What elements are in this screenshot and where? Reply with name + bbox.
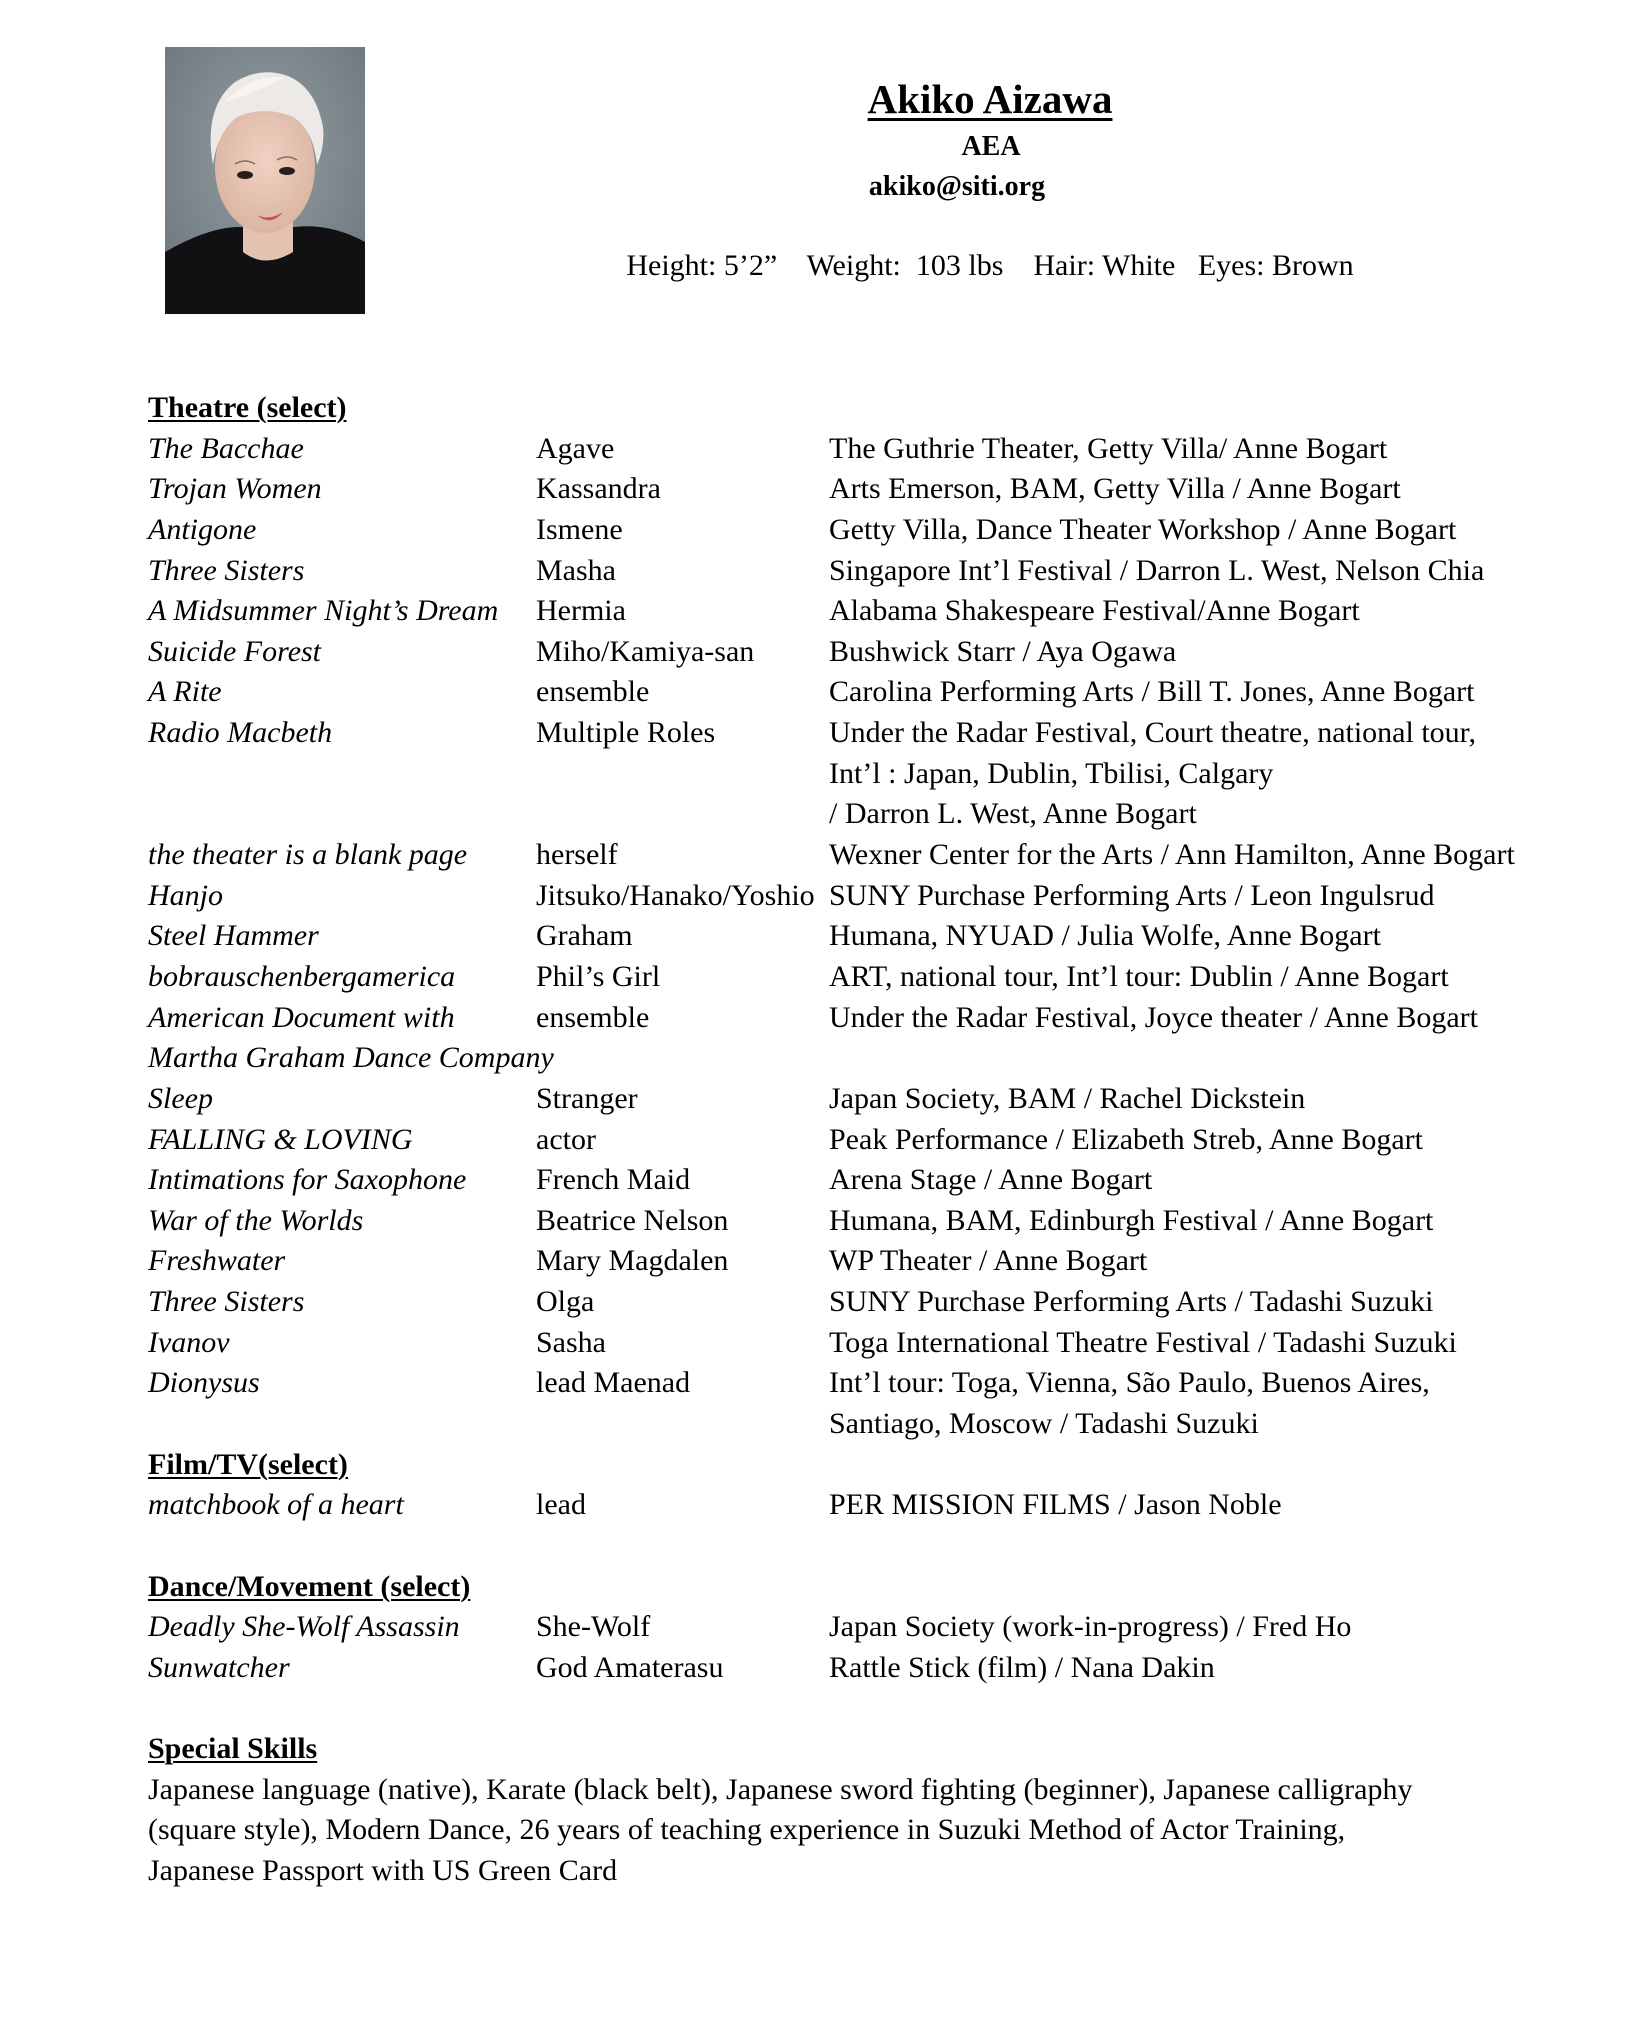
venue-line: Toga International Theatre Festival / Tadashi Suzuki (829, 1325, 1457, 1359)
title-line: Sleep (148, 1081, 213, 1115)
venue-line: WP Theater / Anne Bogart (829, 1244, 1148, 1278)
title-line: Three Sisters (148, 553, 305, 587)
credit-role: God Amaterasu (536, 1650, 724, 1684)
skills-text (148, 1770, 1608, 1892)
credit-title (148, 876, 1608, 917)
section-dance (148, 1567, 1608, 1689)
stat-value: Brown (1271, 249, 1354, 282)
section-heading: Theatre (select) (148, 391, 347, 424)
section-spacer (148, 1526, 1608, 1567)
credit-role: Agave (536, 431, 615, 465)
title-line: the theater is a blank page (148, 838, 468, 872)
credit-title (148, 1323, 1608, 1364)
venue-line: SUNY Purchase Performing Arts / Leon Ingulsrud (829, 878, 1435, 912)
section-film (148, 1445, 1608, 1526)
credit-role: Phil’s Girl (536, 959, 661, 993)
credit-title (148, 672, 1608, 713)
venue-line: Santiago, Moscow / Tadashi Suzuki (829, 1407, 1259, 1441)
credit-role: lead (536, 1488, 586, 1522)
credit-row (148, 1201, 1608, 1242)
credit-title (148, 1201, 1608, 1242)
credit-row (148, 1241, 1608, 1282)
credit-row (148, 1079, 1608, 1120)
credit-title (148, 1363, 1608, 1404)
venue-line: Carolina Performing Arts / Bill T. Jones, Anne Bogart (829, 675, 1475, 709)
credit-title (148, 1648, 1608, 1689)
venue-line: ART, national tour, Int’l tour: Dublin / Anne Bogart (829, 959, 1449, 993)
venue-line: Bushwick Starr / Aya Ogawa (829, 634, 1177, 668)
credit-role: Stranger (536, 1081, 638, 1115)
venue-line: PER MISSION FILMS / Jason Noble (829, 1488, 1282, 1522)
stat-height (626, 249, 806, 282)
title-line: Antigone (148, 512, 257, 546)
title-line: matchbook of a heart (148, 1488, 404, 1522)
title-line: Steel Hammer (148, 919, 319, 953)
credit-title (148, 632, 1608, 673)
stat-weight (807, 249, 1034, 282)
credit-title (148, 957, 1608, 998)
credit-row (148, 672, 1608, 713)
credit-role: Olga (536, 1285, 595, 1319)
title-line: War of the Worlds (148, 1203, 364, 1237)
title-line: Freshwater (148, 1244, 286, 1278)
stat-label: Height: (626, 249, 717, 282)
venue-line: Wexner Center for the Arts / Ann Hamilton, Anne Bogart (829, 838, 1515, 872)
credit-row (148, 957, 1608, 998)
credit-title (148, 510, 1608, 551)
credit-title (148, 551, 1608, 592)
credit-role: ensemble (536, 675, 650, 709)
credit-title (148, 713, 1608, 754)
title-line: Dionysus (148, 1366, 260, 1400)
stat-eyes (1198, 249, 1354, 282)
credit-row (148, 632, 1608, 673)
resume-body (148, 388, 1608, 1892)
credit-row (148, 713, 1608, 835)
credit-role: Multiple Roles (536, 716, 716, 750)
credit-row (148, 998, 1608, 1079)
credit-role: Ismene (536, 512, 623, 546)
venue-line: Japan Society, BAM / Rachel Dickstein (829, 1081, 1306, 1115)
credit-title (148, 916, 1608, 957)
credit-role: actor (536, 1122, 596, 1156)
credit-row (148, 835, 1608, 876)
venue-line: Int’l tour: Toga, Vienna, São Paulo, Buenos Aires, (829, 1366, 1430, 1400)
credit-row (148, 551, 1608, 592)
credit-title (148, 591, 1608, 632)
credit-role: ensemble (536, 1000, 650, 1034)
section-heading: Dance/Movement (select) (148, 1569, 471, 1603)
credit-row (148, 876, 1608, 917)
venue-line: SUNY Purchase Performing Arts / Tadashi Suzuki (829, 1285, 1434, 1319)
venue-line: Int’l : Japan, Dublin, Tbilisi, Calgary (829, 756, 1274, 790)
venue-line: Alabama Shakespeare Festival/Anne Bogart (829, 594, 1360, 628)
skills-line: Japanese Passport with US Green Card (148, 1854, 618, 1888)
title-line: A Midsummer Night’s Dream (148, 594, 499, 628)
title-line: The Bacchae (148, 431, 304, 465)
skills-line: (square style), Modern Dance, 26 years of teaching experience in Suzuki Method of Actor Training, (148, 1813, 1346, 1847)
stat-label: Hair: (1033, 249, 1096, 282)
section-spacer (148, 1689, 1608, 1730)
credit-title (148, 1485, 1608, 1526)
stat-value: White (1102, 249, 1176, 282)
credit-row (148, 1323, 1608, 1364)
credit-row (148, 1120, 1608, 1161)
credit-role: She-Wolf (536, 1610, 651, 1644)
venue-line: Under the Radar Festival, Court theatre, national tour, (829, 716, 1476, 750)
credit-role: Mary Magdalen (536, 1244, 729, 1278)
venue-line: The Guthrie Theater, Getty Villa/ Anne Bogart (829, 431, 1388, 465)
credit-row (148, 429, 1608, 470)
credit-title (148, 1607, 1608, 1648)
email-link[interactable]: akiko@siti.org (868, 171, 1046, 202)
credit-title (148, 429, 1608, 470)
title-line: Deadly She-Wolf Assassin (148, 1610, 460, 1644)
stat-label: Weight: (806, 249, 901, 282)
credit-role: lead Maenad (536, 1366, 691, 1400)
venue-line: Singapore Int’l Festival / Darron L. West, Nelson Chia (829, 553, 1485, 587)
credit-title (148, 1241, 1608, 1282)
venue-line: Japan Society (work-in-progress) / Fred Ho (829, 1610, 1352, 1644)
stat-label: Eyes: (1197, 249, 1265, 282)
union-affiliation: AEA (961, 131, 1021, 162)
venue-line: Arts Emerson, BAM, Getty Villa / Anne Bogart (829, 472, 1401, 506)
title-line: FALLING & LOVING (148, 1122, 413, 1156)
credit-role: Graham (536, 919, 633, 953)
credit-role: Kassandra (536, 472, 661, 506)
skills-line: Japanese language (native), Karate (black belt), Japanese sword fighting (beginner), Japanese calligraphy (148, 1772, 1413, 1806)
venue-line: Humana, NYUAD / Julia Wolfe, Anne Bogart (829, 919, 1381, 953)
credit-row (148, 1648, 1608, 1689)
title-line: Three Sisters (148, 1285, 305, 1319)
title-line: Hanjo (148, 878, 223, 912)
actor-name: Akiko Aizawa (867, 76, 1113, 122)
venue-line: Rattle Stick (film) / Nana Dakin (829, 1650, 1215, 1684)
title-line: Intimations for Saxophone (148, 1163, 467, 1197)
credit-role: Beatrice Nelson (536, 1203, 729, 1237)
credit-title (148, 1079, 1608, 1120)
credit-row (148, 1160, 1608, 1201)
credit-row (148, 591, 1608, 632)
venue-line: / Darron L. West, Anne Bogart (829, 797, 1197, 831)
credit-row (148, 510, 1608, 551)
section-heading: Special Skills (148, 1732, 318, 1766)
credit-role: Miho/Kamiya-san (536, 634, 755, 668)
title-line: American Document with (148, 1000, 455, 1034)
credit-role: Hermia (536, 594, 626, 628)
stat-value: 103 lbs (908, 249, 1004, 282)
credit-row (148, 1607, 1608, 1648)
title-line: Martha Graham Dance Company (148, 1041, 554, 1075)
title-line: Sunwatcher (148, 1650, 290, 1684)
credit-title (148, 1120, 1608, 1161)
venue-line: Peak Performance / Elizabeth Streb, Anne Bogart (829, 1122, 1423, 1156)
venue-line: Under the Radar Festival, Joyce theater / Anne Bogart (829, 1000, 1478, 1034)
stat-value: 5’2” (723, 249, 778, 282)
venue-line: Humana, BAM, Edinburgh Festival / Anne Bogart (829, 1203, 1434, 1237)
credit-row (148, 1363, 1608, 1444)
section-theatre (148, 388, 1608, 1445)
physical-stats (351, 251, 1628, 281)
section-heading: Film/TV(select) (148, 1447, 348, 1481)
credit-title (148, 835, 1608, 876)
stat-hair (1033, 249, 1197, 282)
title-line: bobrauschenbergamerica (148, 959, 456, 993)
title-line: A Rite (148, 675, 222, 709)
title-line: Ivanov (148, 1325, 230, 1359)
section-special-skills (148, 1729, 1608, 1892)
venue-line: Getty Villa, Dance Theater Workshop / Anne Bogart (829, 512, 1457, 546)
credit-row (148, 916, 1608, 957)
title-line: Suicide Forest (148, 634, 322, 668)
title-line: Radio Macbeth (148, 716, 333, 750)
credit-title (148, 998, 1608, 1079)
credit-role: French Maid (536, 1163, 691, 1197)
credit-role: Sasha (536, 1325, 606, 1359)
credit-role: herself (536, 838, 618, 872)
credit-row (148, 1485, 1608, 1526)
credit-title (148, 469, 1608, 510)
credit-row (148, 469, 1608, 510)
credit-role: Masha (536, 553, 616, 587)
credit-role: Jitsuko/Hanako/Yoshio (536, 878, 815, 912)
title-line: Trojan Women (148, 472, 322, 506)
credit-title (148, 1160, 1608, 1201)
venue-line: Arena Stage / Anne Bogart (829, 1163, 1153, 1197)
credit-title (148, 1282, 1608, 1323)
credit-row (148, 1282, 1608, 1323)
